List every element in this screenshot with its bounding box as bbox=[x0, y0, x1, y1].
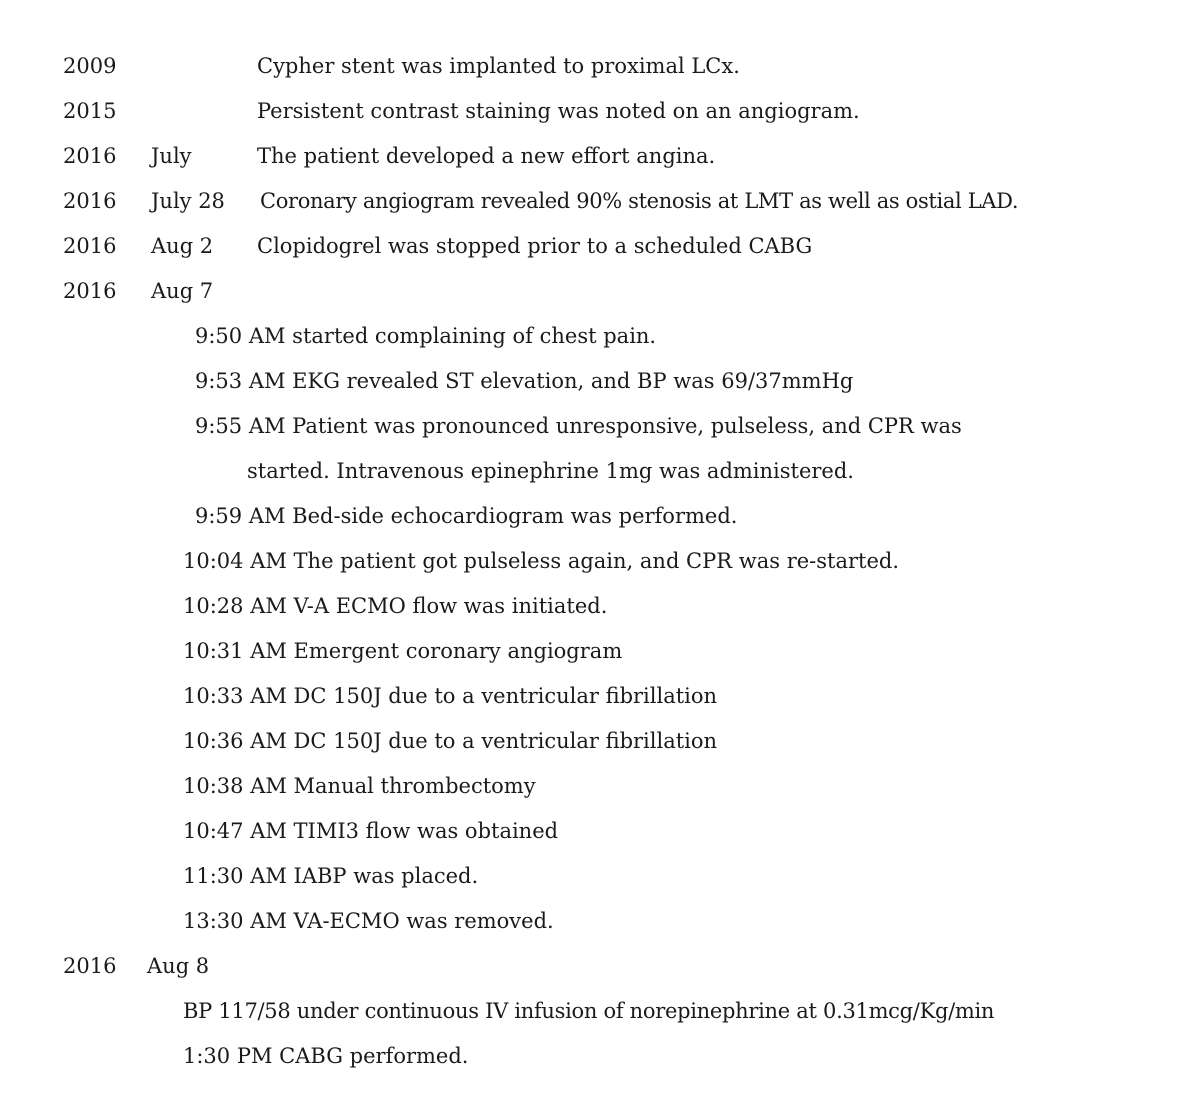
year: 2009 bbox=[63, 54, 117, 78]
year: 2016 bbox=[63, 279, 117, 303]
aug7-event: 10:47 AM TIMI3 flow was obtained bbox=[183, 819, 559, 843]
year: 2015 bbox=[63, 99, 117, 123]
month: Aug 2 bbox=[151, 234, 214, 258]
aug7-event: 10:33 AM DC 150J due to a ventricular fibrillation bbox=[183, 684, 718, 708]
aug7-event: 10:04 AM The patient got pulseless again, and CPR was re-started. bbox=[183, 549, 900, 573]
aug8-event: BP 117/58 under continuous IV infusion of norepinephrine at 0.31mcg/Kg/min bbox=[183, 999, 995, 1023]
aug7-event: 9:59 AM Bed-side echocardiogram was performed. bbox=[195, 504, 738, 528]
event-text: The patient developed a new effort angina. bbox=[257, 144, 716, 168]
year: 2016 bbox=[63, 954, 117, 978]
year: 2016 bbox=[63, 189, 117, 213]
event-text: Cypher stent was implanted to proximal LCx. bbox=[257, 54, 740, 78]
aug7-event: 9:53 AM EKG revealed ST elevation, and BP was 69/37mmHg bbox=[195, 369, 854, 393]
event-text: Clopidogrel was stopped prior to a scheduled CABG bbox=[257, 234, 813, 258]
aug7-event: 9:50 AM started complaining of chest pain. bbox=[195, 324, 657, 348]
aug7-event: 13:30 AM VA-ECMO was removed. bbox=[183, 909, 554, 933]
aug7-event: 10:38 AM Manual thrombectomy bbox=[183, 774, 536, 798]
aug7-event: 10:28 AM V-A ECMO flow was initiated. bbox=[183, 594, 608, 618]
aug7-event: 9:55 AM Patient was pronounced unresponsive, pulseless, and CPR was bbox=[195, 414, 962, 438]
event-text: Persistent contrast staining was noted on an angiogram. bbox=[257, 99, 860, 123]
aug7-event-continuation: started. Intravenous epinephrine 1mg was administered. bbox=[247, 459, 854, 483]
month: July bbox=[151, 144, 192, 168]
aug7-event: 10:36 AM DC 150J due to a ventricular fibrillation bbox=[183, 729, 718, 753]
year: 2016 bbox=[63, 234, 117, 258]
month: July 28 bbox=[151, 189, 225, 213]
month: Aug 7 bbox=[151, 279, 214, 303]
aug7-event: 10:31 AM Emergent coronary angiogram bbox=[183, 639, 623, 663]
month: Aug 8 bbox=[147, 954, 210, 978]
aug8-event: 1:30 PM CABG performed. bbox=[183, 1044, 469, 1068]
year: 2016 bbox=[63, 144, 117, 168]
aug7-event: 11:30 AM IABP was placed. bbox=[183, 864, 479, 888]
event-text: Coronary angiogram revealed 90% stenosis at LMT as well as ostial LAD. bbox=[260, 189, 1019, 213]
